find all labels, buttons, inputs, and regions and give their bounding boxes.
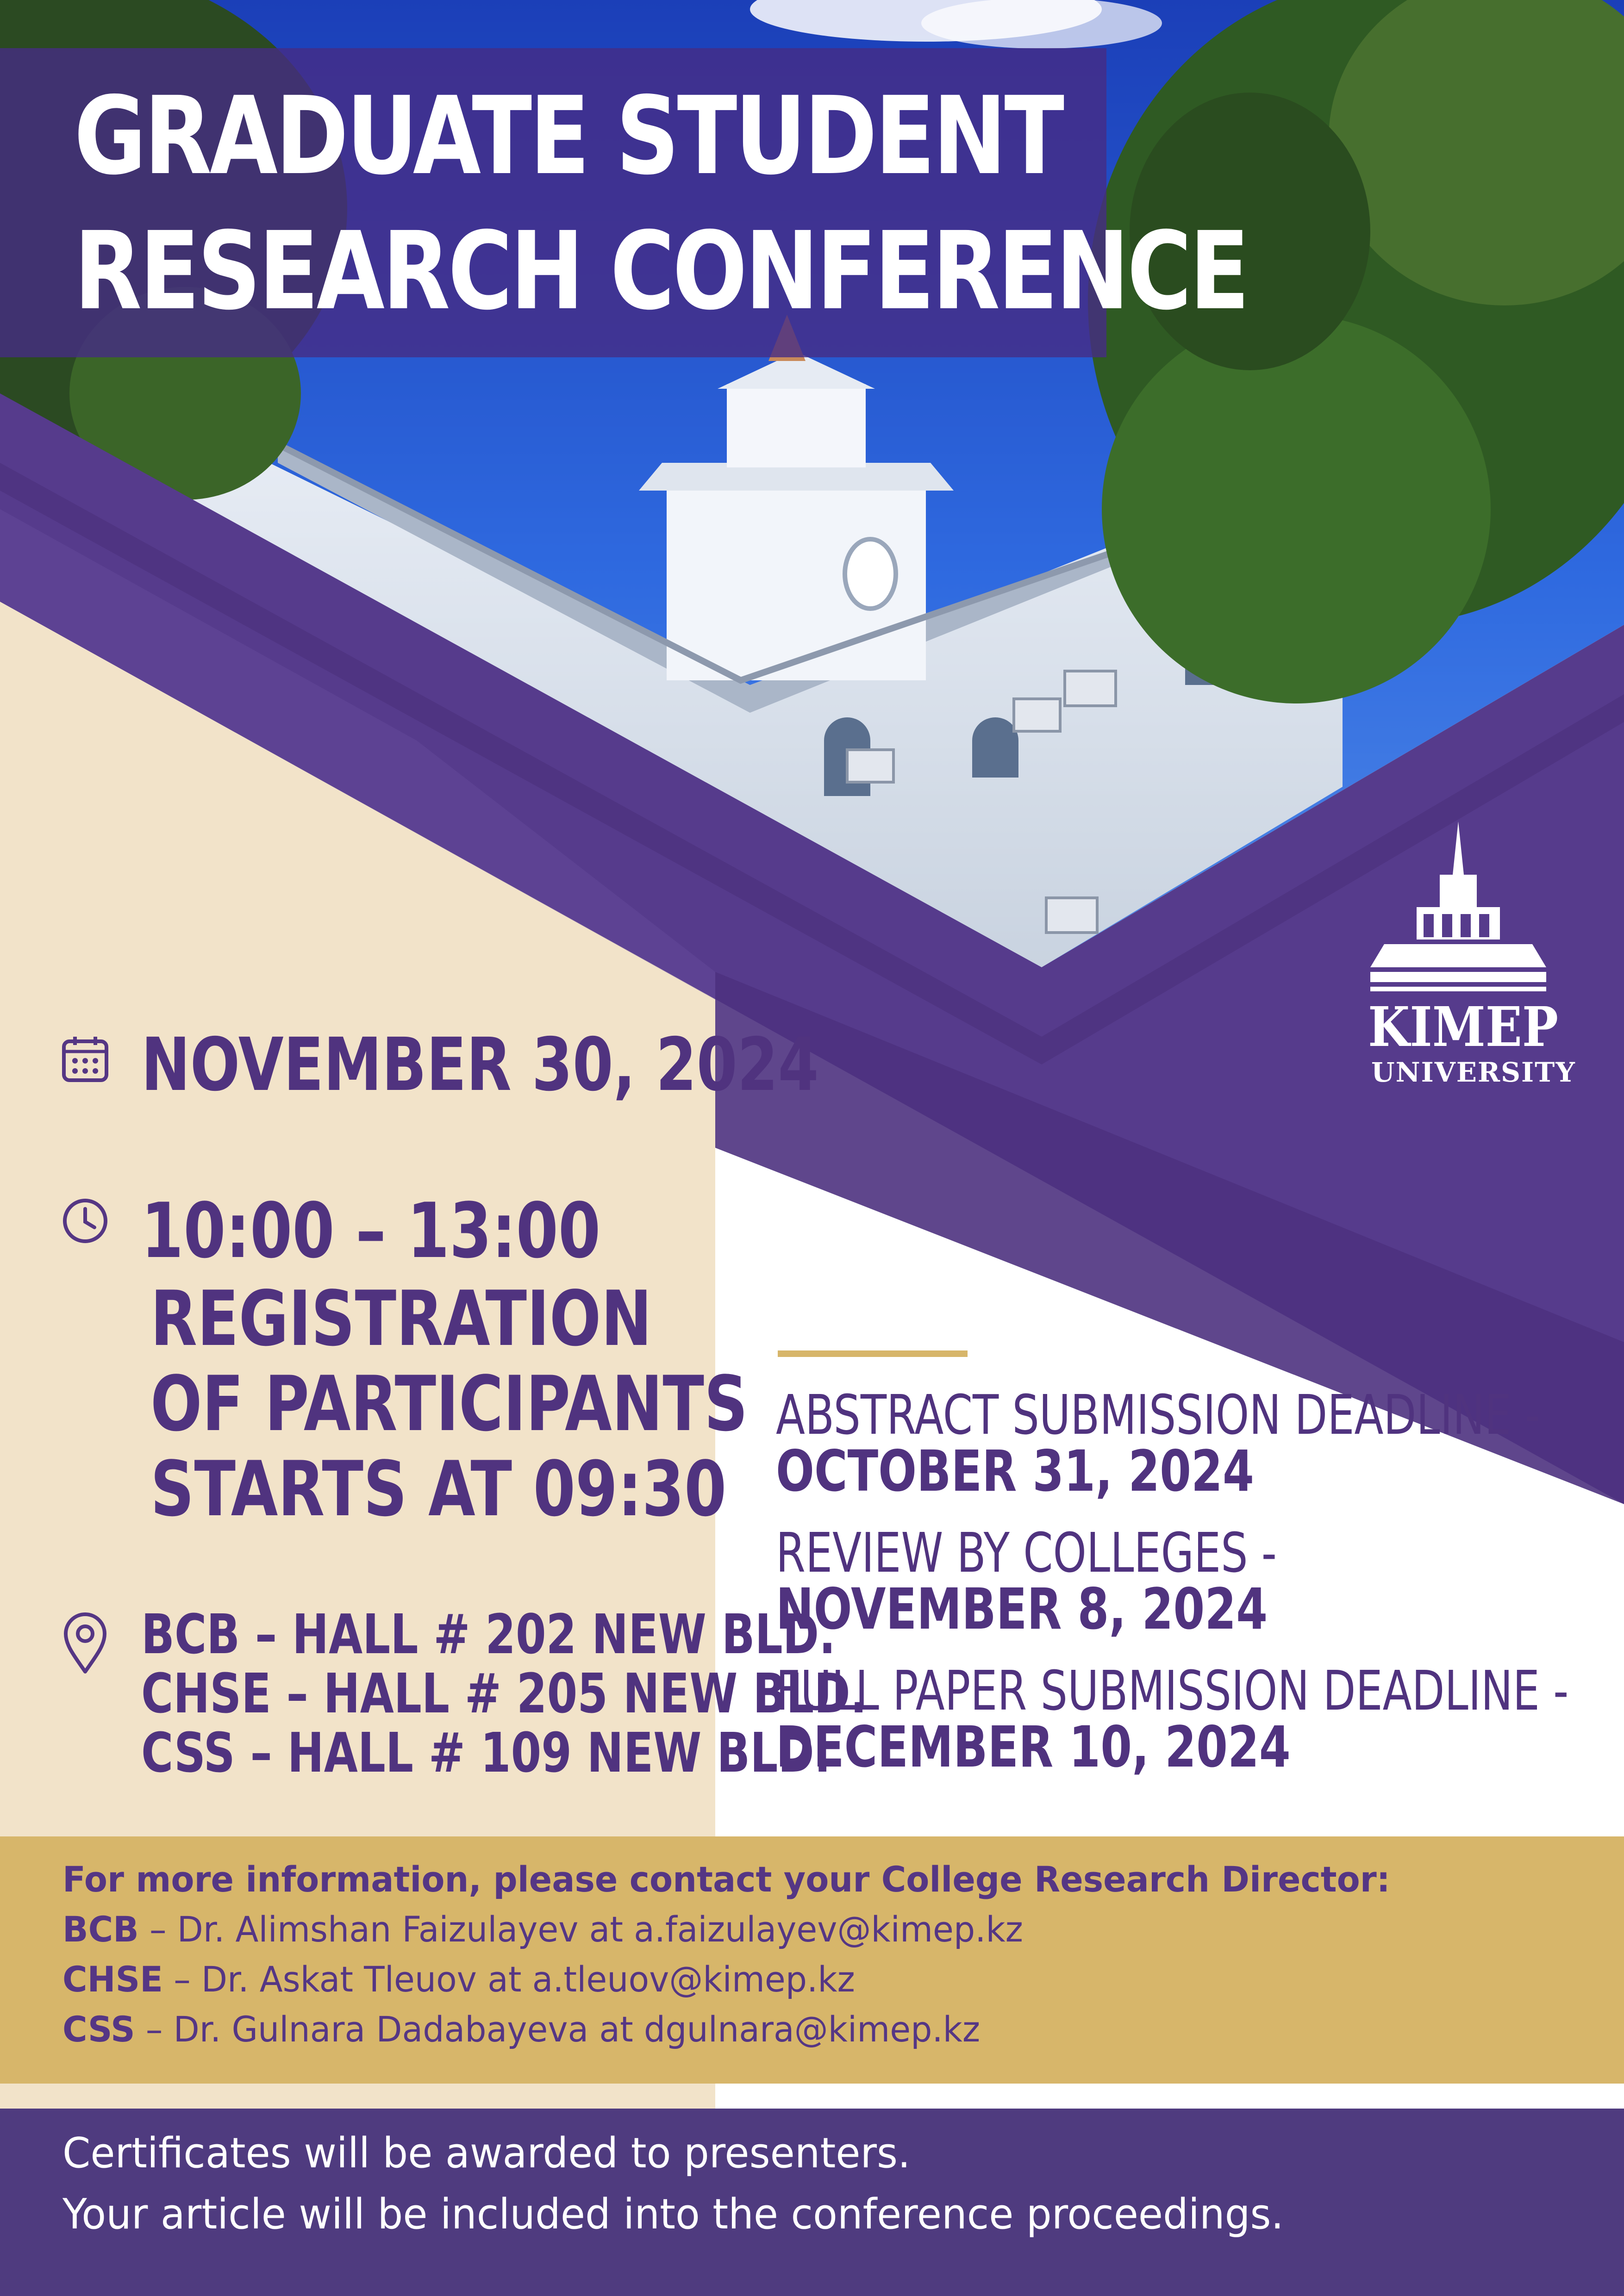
calendar-icon — [61, 1035, 109, 1083]
event-time: 10:00 – 13:00 — [141, 1187, 601, 1275]
deadline-date-abstract: OCTOBER 31, 2024 — [776, 1438, 1254, 1504]
clock-icon — [61, 1197, 109, 1245]
location-line-2: CHSE – HALL # 205 NEW BLD. — [141, 1661, 867, 1725]
footer-line-2: Your article will be included into the conference proceedings. — [62, 2190, 1284, 2239]
deadline-date-full-paper: DECEMBER 10, 2024 — [776, 1714, 1291, 1780]
logo-subtitle: UNIVERSITY — [1371, 1057, 1576, 1088]
contact-row-bcb — [62, 1909, 1023, 1950]
contact-text-css: – Dr. Gulnara Dadabayeva at dgulnara@kimep.kz — [135, 2009, 981, 2050]
deadline-label-abstract: ABSTRACT SUBMISSION DEADLINE - — [776, 1383, 1541, 1447]
contact-row-css — [62, 2009, 980, 2050]
location-pin-icon — [61, 1611, 109, 1675]
title-line-1: GRADUATE STUDENT — [74, 74, 1062, 199]
registration-line-1: REGISTRATION — [150, 1275, 652, 1363]
white-gap — [715, 2084, 1624, 2109]
contact-text-chse: – Dr. Askat Tleuov at a.tleuov@kimep.kz — [163, 1959, 855, 2000]
contact-text-bcb: – Dr. Alimshan Faizulayev at a.faizulayev@kimep.kz — [138, 1909, 1023, 1950]
deadline-label-review: REVIEW BY COLLEGES - — [776, 1521, 1277, 1585]
title-line-2: RESEARCH CONFERENCE — [74, 209, 1248, 334]
location-line-1: BCB – HALL # 202 NEW BLD. — [141, 1602, 836, 1666]
registration-line-2: OF PARTICIPANTS — [150, 1360, 748, 1448]
contact-heading: For more information, please contact your College Research Director: — [62, 1859, 1390, 1900]
contact-college-css: CSS — [62, 2009, 135, 2050]
contact-college-chse: CHSE — [62, 1959, 163, 2000]
location-line-3: CSS – HALL # 109 NEW BLD. — [141, 1721, 831, 1785]
deadline-label-full-paper: FULL PAPER SUBMISSION DEADLINE - — [776, 1659, 1569, 1723]
deadline-date-review: NOVEMBER 8, 2024 — [776, 1576, 1268, 1642]
contact-row-chse — [62, 1959, 855, 2000]
contact-college-bcb: BCB — [62, 1909, 139, 1950]
gold-rule — [778, 1350, 968, 1357]
event-date: NOVEMBER 30, 2024 — [141, 1022, 819, 1108]
footer-line-1: Certificates will be awarded to presenters. — [62, 2129, 911, 2178]
logo-name: KIMEP — [1368, 995, 1559, 1059]
registration-line-3: STARTS AT 09:30 — [150, 1445, 727, 1533]
